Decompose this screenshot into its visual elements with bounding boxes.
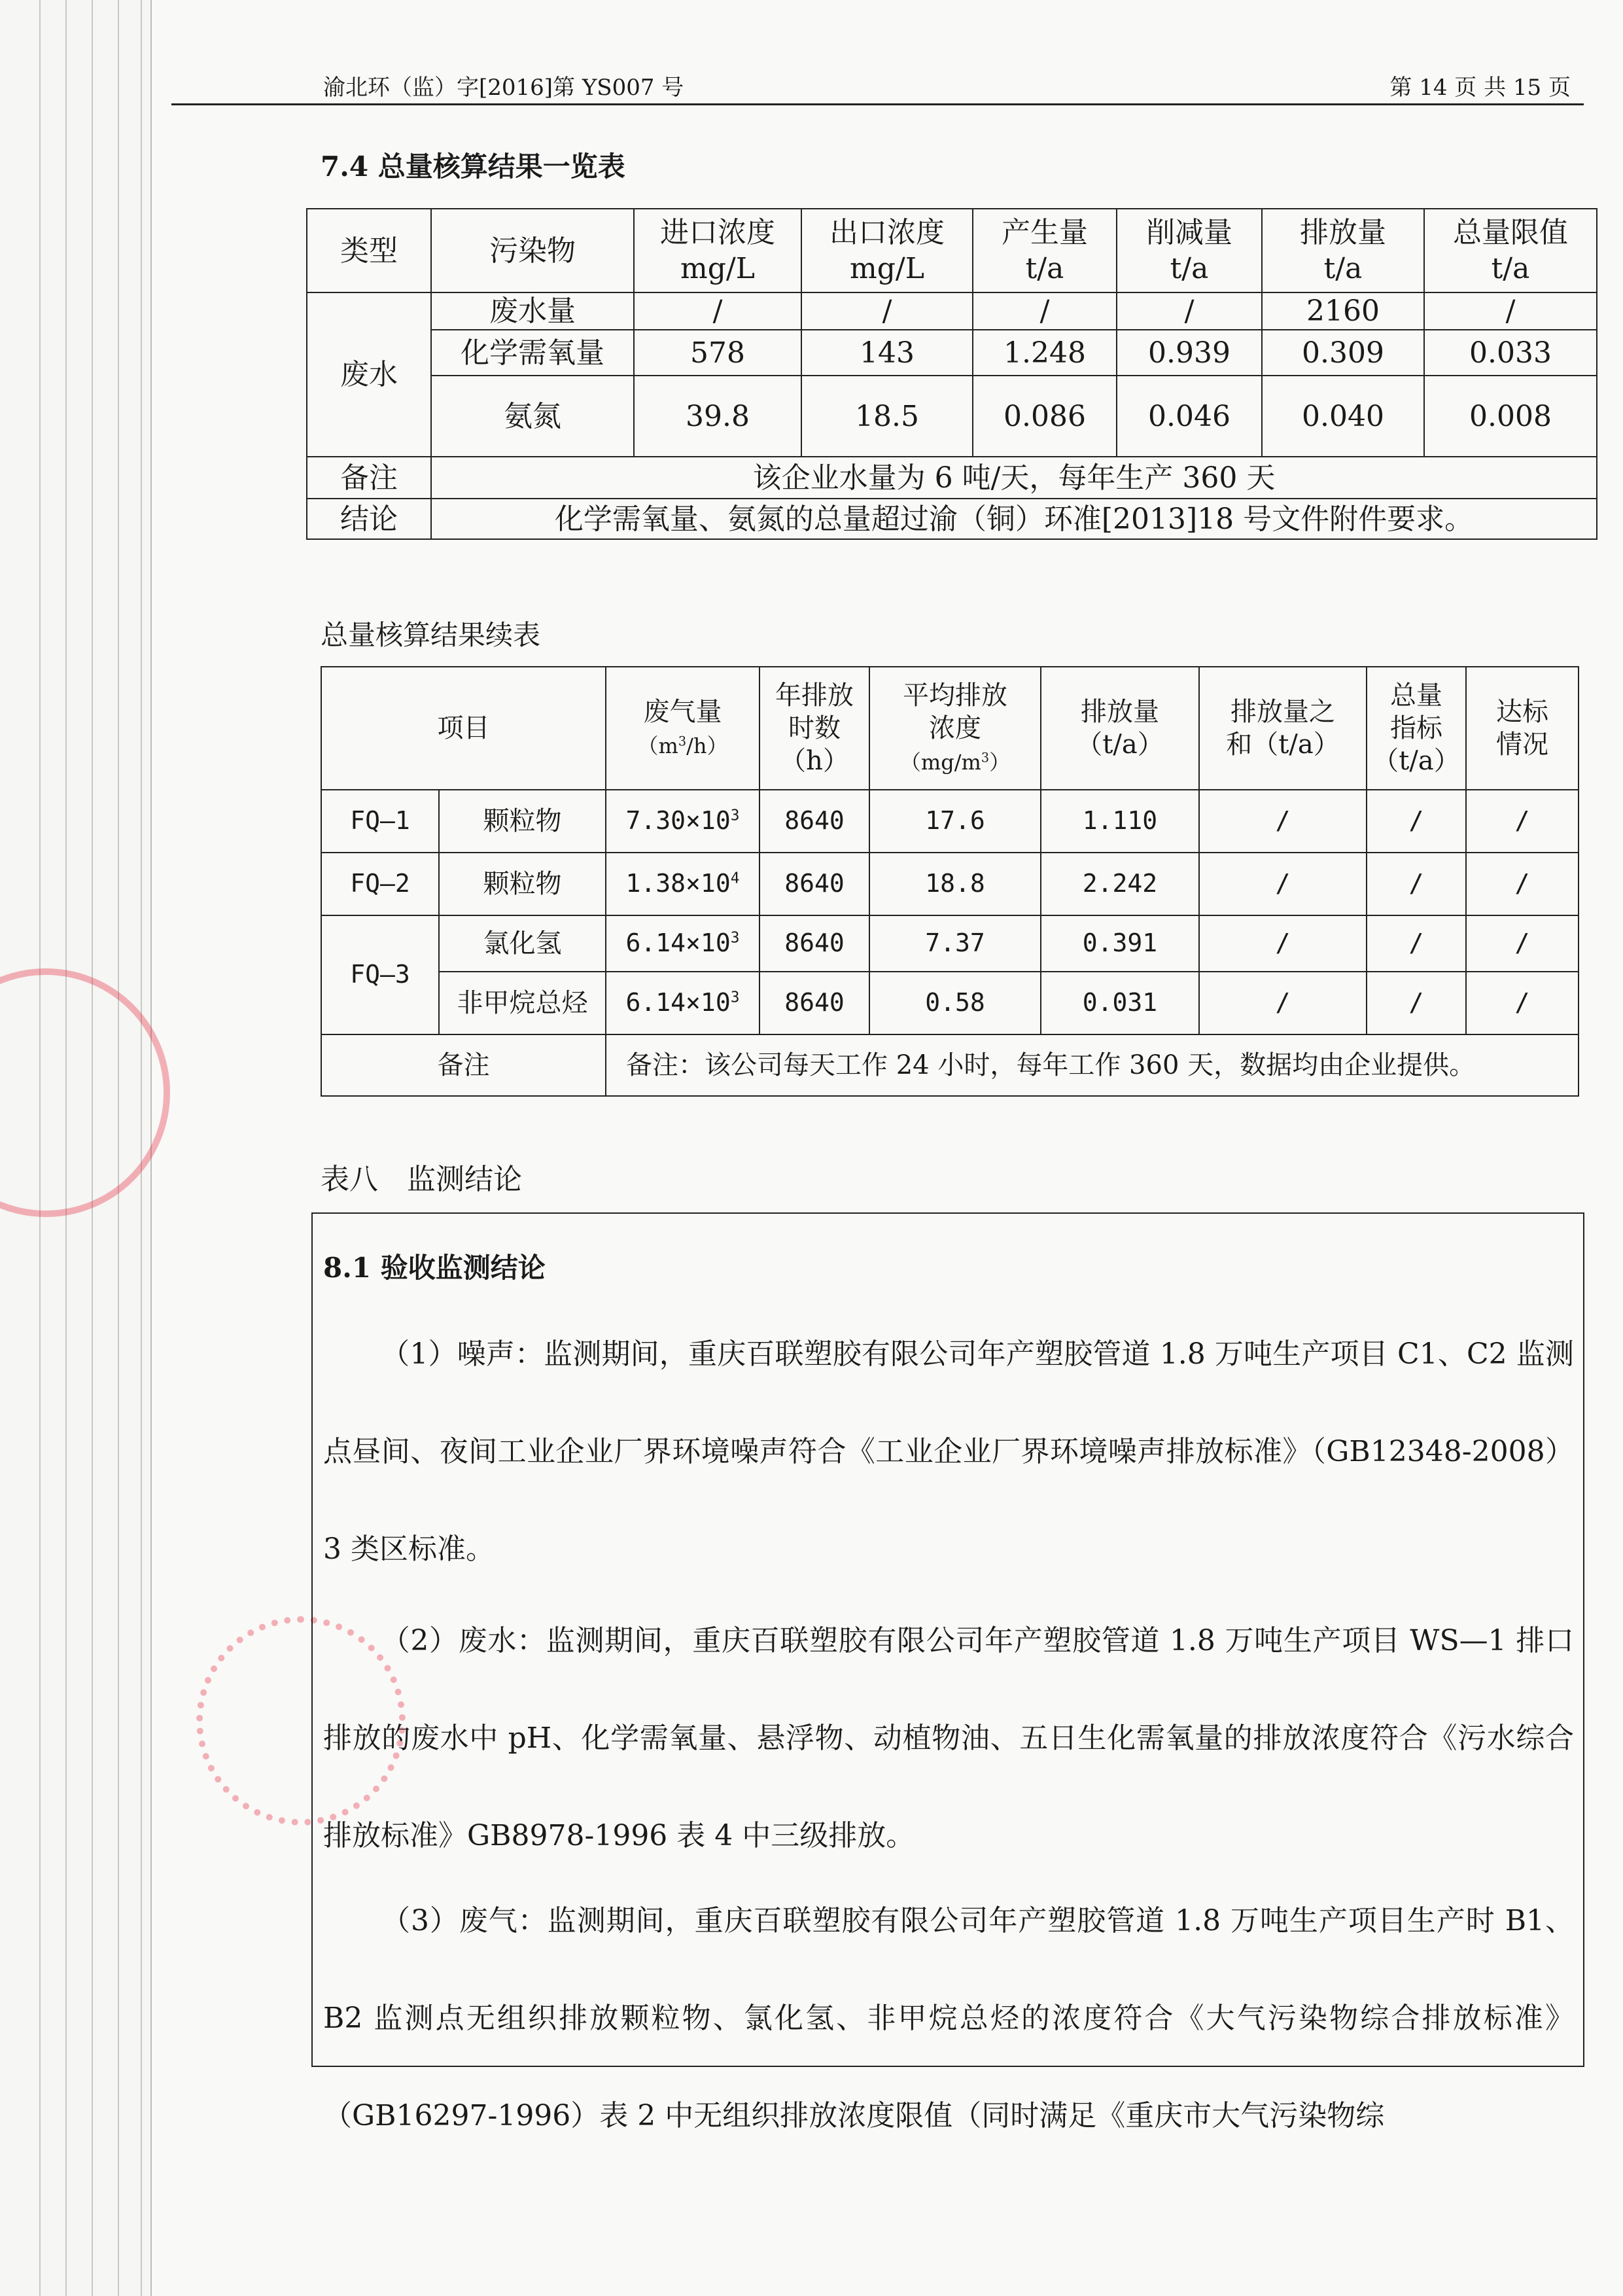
header-cell: 平均排放 浓度 $(mg/m^3)$ xyxy=(869,667,1041,790)
header-cell: 类型 xyxy=(307,209,431,292)
table-row xyxy=(307,330,1597,376)
conclusion-box xyxy=(311,1212,1584,2132)
table-cell: / xyxy=(1367,790,1466,853)
conclusion-text: 化学需氧量、氨氮的总量超过渝（铜）环准[2013]18 号文件附件要求。 xyxy=(431,499,1597,539)
table-cell: 8640 xyxy=(759,915,869,972)
header-cell: 废气量 $(m^3/h)$ xyxy=(606,667,759,790)
table-cell: 18.8 xyxy=(869,853,1041,915)
table-cell: / xyxy=(1466,790,1579,853)
table-cell: 1.248 xyxy=(973,330,1117,376)
remark-text: 备注：该公司每天工作 24 小时，每年工作 360 天，数据均由企业提供。 xyxy=(606,1034,1579,1096)
header-cell: 排放量 t/a xyxy=(1262,209,1424,292)
table-cell: $6.14\times 10^3$ xyxy=(606,972,759,1034)
table-cell: / xyxy=(1117,292,1262,330)
conclusion-label: 结论 xyxy=(307,499,431,539)
section-8-1-title: 8.1 验收监测结论 xyxy=(323,1252,546,1284)
table-cell: / xyxy=(973,292,1117,330)
header-cell: 出口浓度 mg/L xyxy=(801,209,973,292)
header-cell: 达标 情况 xyxy=(1466,667,1579,790)
table-cell: 0.939 xyxy=(1117,330,1262,376)
table-cell: / xyxy=(1466,915,1579,972)
table-cell: / xyxy=(634,292,801,330)
table-cell: $6.14\times 10^3$ xyxy=(606,915,759,972)
table-cell: / xyxy=(801,292,973,330)
table-cell: 8640 xyxy=(759,790,869,853)
table-cell: 1.110 xyxy=(1041,790,1199,853)
table-cell: / xyxy=(1424,292,1597,330)
red-seal xyxy=(0,968,170,1217)
table-cell: / xyxy=(1199,915,1367,972)
table-cell: 氨氮 xyxy=(431,376,634,457)
outlet-cell: FQ—1 xyxy=(321,790,439,853)
total-continued-table xyxy=(321,666,1579,1097)
paragraph-wastewater: （2）废水：监测期间，重庆百联塑胶有限公司年产塑胶管道 1.8 万吨生产项目 WS—1 排口排放的废水中 pH、化学需氧量、悬浮物、动植物油、五日生化需氧量的排放浓度符合《污水综合排放标准》GB8978-1996 表 4 中三级排放。 xyxy=(323,1624,1574,1852)
outlet-cell: FQ—2 xyxy=(321,853,439,915)
table-cell: 0.391 xyxy=(1041,915,1199,972)
remark-row xyxy=(307,457,1597,499)
section-8-title: 表八 监测结论 xyxy=(321,1163,522,1196)
table-cell: 39.8 xyxy=(634,376,801,457)
header-cell: 年排放 时数 （h） xyxy=(759,667,869,790)
header-cell: 总量限值 t/a xyxy=(1424,209,1597,292)
remark-label: 备注 xyxy=(307,457,431,499)
page-header xyxy=(171,64,1584,105)
table-cell: 化学需氧量 xyxy=(431,330,634,376)
pollutant-cell: 氯化氢 xyxy=(439,915,606,972)
table-cell: 0.008 xyxy=(1424,376,1597,457)
table-cell: 578 xyxy=(634,330,801,376)
header-cell: 污染物 xyxy=(431,209,634,292)
table-cell: 143 xyxy=(801,330,973,376)
table-cell: 0.309 xyxy=(1262,330,1424,376)
pollutant-cell: 颗粒物 xyxy=(439,790,606,853)
pollutant-cell: 颗粒物 xyxy=(439,853,606,915)
section-7-4-title: 7.4 总量核算结果一览表 xyxy=(321,150,625,183)
table-row xyxy=(321,853,1579,915)
outlet-cell: FQ—3 xyxy=(321,915,439,1034)
table-cell: / xyxy=(1367,853,1466,915)
total-summary-table xyxy=(306,208,1597,540)
type-cell: 废水 xyxy=(307,292,431,457)
continued-table-title: 总量核算结果续表 xyxy=(321,619,541,651)
table-cell: 0.086 xyxy=(973,376,1117,457)
remark-row xyxy=(321,1034,1579,1096)
page-info: 第 14 页 共 15 页 xyxy=(1389,75,1571,101)
table-cell: / xyxy=(1367,915,1466,972)
table-cell: / xyxy=(1199,790,1367,853)
header-cell: 排放量之 和（t/a） xyxy=(1199,667,1367,790)
table-cell: $7.30\times 10^3$ xyxy=(606,790,759,853)
table-cell: 0.031 xyxy=(1041,972,1199,1034)
table-cell: 7.37 xyxy=(869,915,1041,972)
table-cell: 18.5 xyxy=(801,376,973,457)
paragraph-noise: （1）噪声：监测期间，重庆百联塑胶有限公司年产塑胶管道 1.8 万吨生产项目 C1、C2 监测点昼间、夜间工业企业厂界环境噪声符合《工业企业厂界环境噪声排放标准》（GB12348-2008）3 类区标准。 xyxy=(323,1337,1574,1566)
table-cell: 8640 xyxy=(759,853,869,915)
table-cell: 2.242 xyxy=(1041,853,1199,915)
table-header-row xyxy=(307,209,1597,292)
table-cell: 0.040 xyxy=(1262,376,1424,457)
table-row xyxy=(307,376,1597,457)
table-cell: / xyxy=(1367,972,1466,1034)
table-cell: 0.033 xyxy=(1424,330,1597,376)
table-cell: 0.046 xyxy=(1117,376,1262,457)
table-cell: 17.6 xyxy=(869,790,1041,853)
header-cell: 削减量 t/a xyxy=(1117,209,1262,292)
remark-label: 备注 xyxy=(321,1034,606,1096)
doc-number: 渝北环（监）字[2016]第 YS007 号 xyxy=(323,75,684,101)
table-cell: / xyxy=(1466,972,1579,1034)
table-cell: 8640 xyxy=(759,972,869,1034)
pollutant-cell: 非甲烷总烃 xyxy=(439,972,606,1034)
table-cell: 0.58 xyxy=(869,972,1041,1034)
table-row xyxy=(307,292,1597,330)
table-cell: / xyxy=(1199,853,1367,915)
header-cell: 进口浓度 mg/L xyxy=(634,209,801,292)
header-cell: 项目 xyxy=(321,667,606,790)
table-row xyxy=(321,972,1579,1034)
table-cell: / xyxy=(1199,972,1367,1034)
table-row xyxy=(321,915,1579,972)
table-cell: / xyxy=(1466,853,1579,915)
header-cell: 总量 指标 （t/a） xyxy=(1367,667,1466,790)
header-cell: 产生量 t/a xyxy=(973,209,1117,292)
conclusion-row xyxy=(307,499,1597,539)
table-cell: 2160 xyxy=(1262,292,1424,330)
table-cell: 废水量 xyxy=(431,292,634,330)
remark-text: 该企业水量为 6 吨/天，每年生产 360 天 xyxy=(431,457,1597,499)
paragraph-waste-gas: （3）废气：监测期间，重庆百联塑胶有限公司年产塑胶管道 1.8 万吨生产项目生产时 B1、B2 监测点无组织排放颗粒物、氯化氢、非甲烷总烃的浓度符合《大气污染物综合排放标准》（GB16297-1996）表 2 中无组织排放浓度限值（同时满足《重庆市大气污染物综 xyxy=(323,1904,1574,2132)
table-cell: $1.38\times 10^4$ xyxy=(606,853,759,915)
table-row xyxy=(321,790,1579,853)
table-header-row xyxy=(321,667,1579,790)
header-cell: 排放量 （t/a） xyxy=(1041,667,1199,790)
